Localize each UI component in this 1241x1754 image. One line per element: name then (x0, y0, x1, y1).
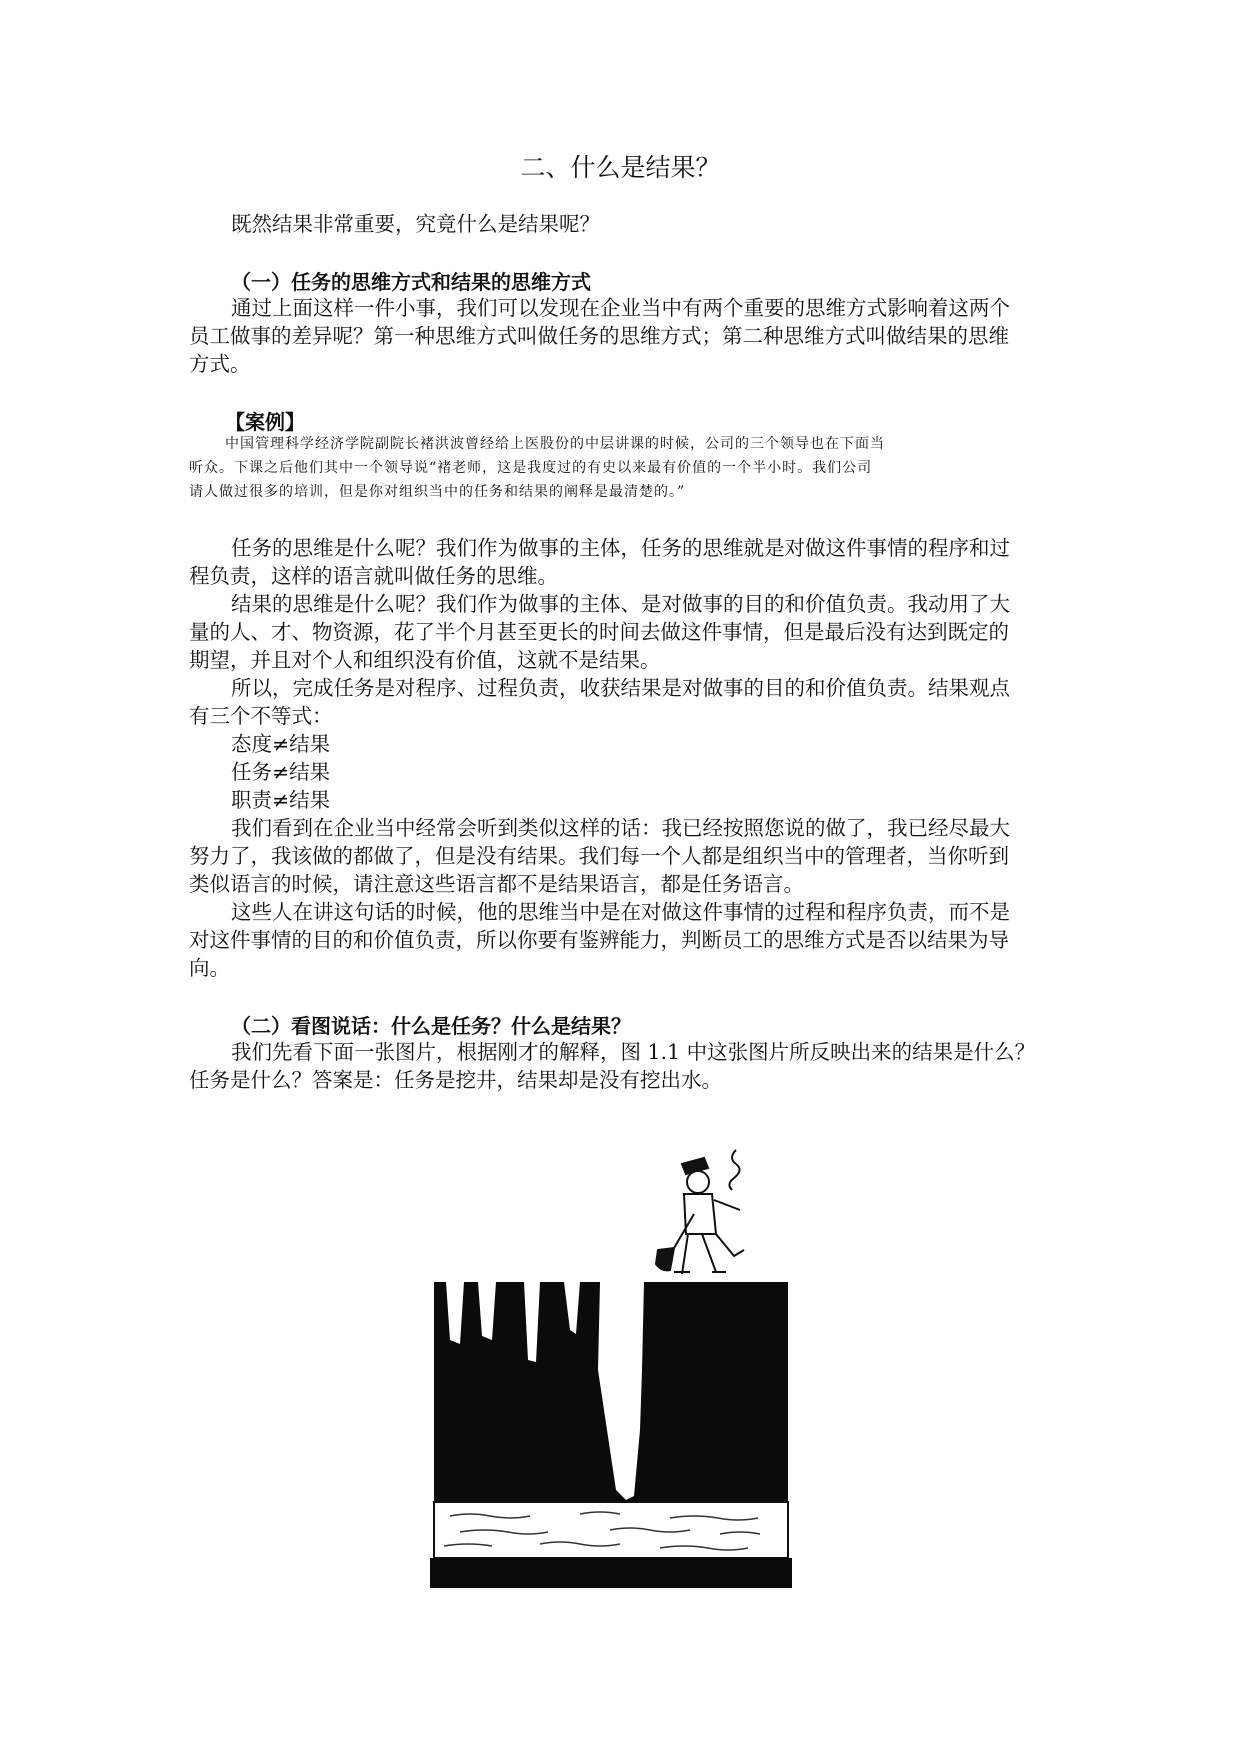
body-line: 期望，并且对个人和组织没有价值，这就不是结果。 (189, 648, 661, 672)
section2-heading: （二）看图说话：什么是任务？什么是结果？ (231, 1014, 631, 1038)
intro-text: 既然结果非常重要，究竟什么是结果呢？ (231, 212, 600, 236)
body-line: 我们看到在企业当中经常会听到类似这样的话：我已经按照您说的做了，我已经尽最大 (231, 816, 1010, 840)
body-line: 类似语言的时候，请注意这些语言都不是结果语言，都是任务语言。 (189, 872, 804, 896)
body-line: 对这件事情的目的和价值负责，所以你要有鉴辨能力，判断员工的思维方式是否以结果为导 (189, 928, 1009, 952)
body-line: 任务的思维是什么呢？我们作为做事的主体，任务的思维就是对做这件事情的程序和过 (231, 536, 1010, 560)
page-title: 二、什么是结果？ (520, 153, 721, 182)
body-line: 向。 (189, 956, 230, 980)
inequality-line: 职责≠结果 (231, 788, 331, 812)
section2-line: 我们先看下面一张图片，根据刚才的解释，图 1.1 中这张图片所反映出来的结果是什么？ (231, 1040, 1036, 1064)
section1-line: 通过上面这样一件小事，我们可以发现在企业当中有两个重要的思维方式影响着这两个 (231, 296, 1010, 320)
case-line: 请人做过很多的培训，但是你对组织当中的任务和结果的阐释是最清楚的。” (189, 484, 686, 500)
section2-line: 任务是什么？答案是：任务是挖井，结果却是没有挖出水。 (189, 1068, 722, 1092)
section1-heading: （一）任务的思维方式和结果的思维方式 (231, 270, 591, 294)
inequality-line: 态度≠结果 (231, 732, 331, 756)
body-line: 程负责，这样的语言就叫做任务的思维。 (189, 564, 558, 588)
body-line: 努力了，我该做的都做了，但是没有结果。我们每一个人都是组织当中的管理者，当你听到 (189, 844, 1009, 868)
inequality-line: 任务≠结果 (231, 760, 331, 784)
body-line: 有三个不等式： (189, 704, 333, 728)
section1-line: 员工做事的差异呢？第一种思维方式叫做任务的思维方式；第二种思维方式叫做结果的思维 (189, 324, 1009, 348)
body-line: 量的人、才、物资源，花了半个月甚至更长的时间去做这件事情，但是最后没有达到既定的 (189, 620, 1009, 644)
well-digging-cartoon-icon (430, 1130, 810, 1600)
case-label: 【案例】 (225, 410, 305, 434)
section1-line: 方式。 (189, 352, 251, 376)
body-line: 所以，完成任务是对程序、过程负责，收获结果是对做事的目的和价值负责。结果观点 (231, 676, 1010, 700)
case-line: 听众。下课之后他们其中一个领导说“褚老师，这是我度过的有史以来最有价值的一个半小时。我们公司 (189, 460, 873, 476)
body-line: 这些人在讲这句话的时候，他的思维当中是在对做这件事情的过程和程序负责，而不是 (231, 900, 1010, 924)
body-line: 结果的思维是什么呢？我们作为做事的主体、是对做事的目的和价值负责。我动用了大 (231, 592, 1010, 616)
case-line: 中国管理科学经济学院副院长褚洪波曾经给上医股份的中层讲课的时候，公司的三个领导也在下面当 (225, 436, 885, 452)
